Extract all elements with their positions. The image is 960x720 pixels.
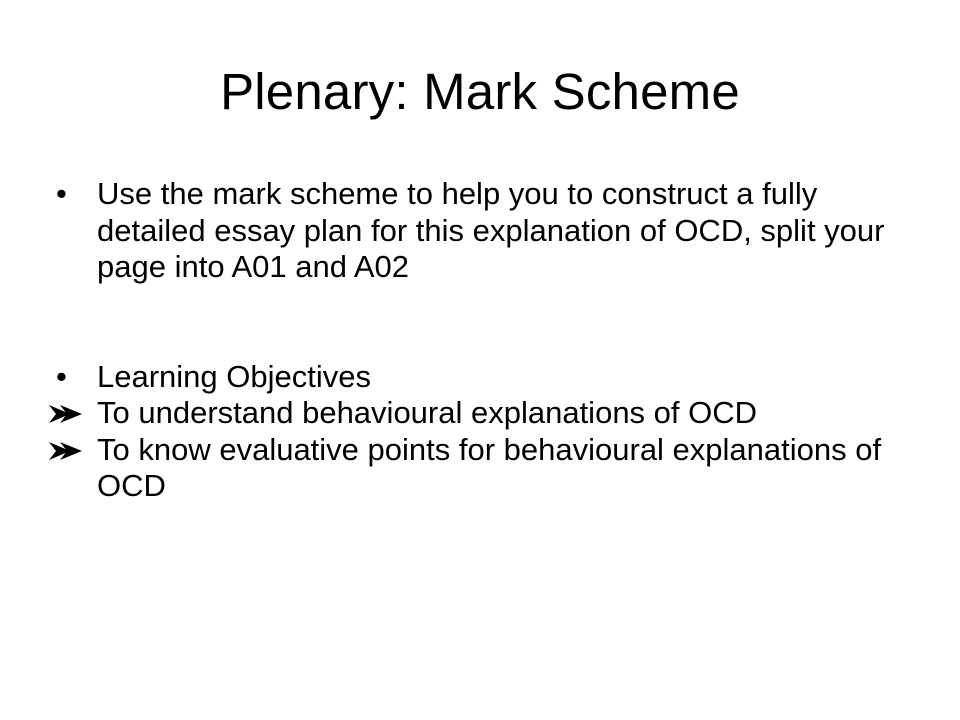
list-item-text: To know evaluative points for behavioural explanations of OCD [97,431,882,503]
arrow-bullet-icon [48,441,86,461]
arrow-bullet-icon [48,404,86,424]
slide-title: Plenary: Mark Scheme [220,63,740,120]
list-item [48,176,928,286]
list-item [48,432,928,505]
bullet-icon: • [56,176,67,211]
list-item [48,359,928,396]
slide-body [48,176,928,505]
list-item [48,395,928,432]
bullet-icon: • [56,358,67,394]
list-item-text: Use the mark scheme to help you to construct a fully detailed essay plan for this explanation of OCD, split your page into A01 and A02 [97,176,885,284]
list-item-text: To understand behavioural explanations of OCD [97,395,758,430]
list-item-text: Learning Objectives [97,358,371,394]
